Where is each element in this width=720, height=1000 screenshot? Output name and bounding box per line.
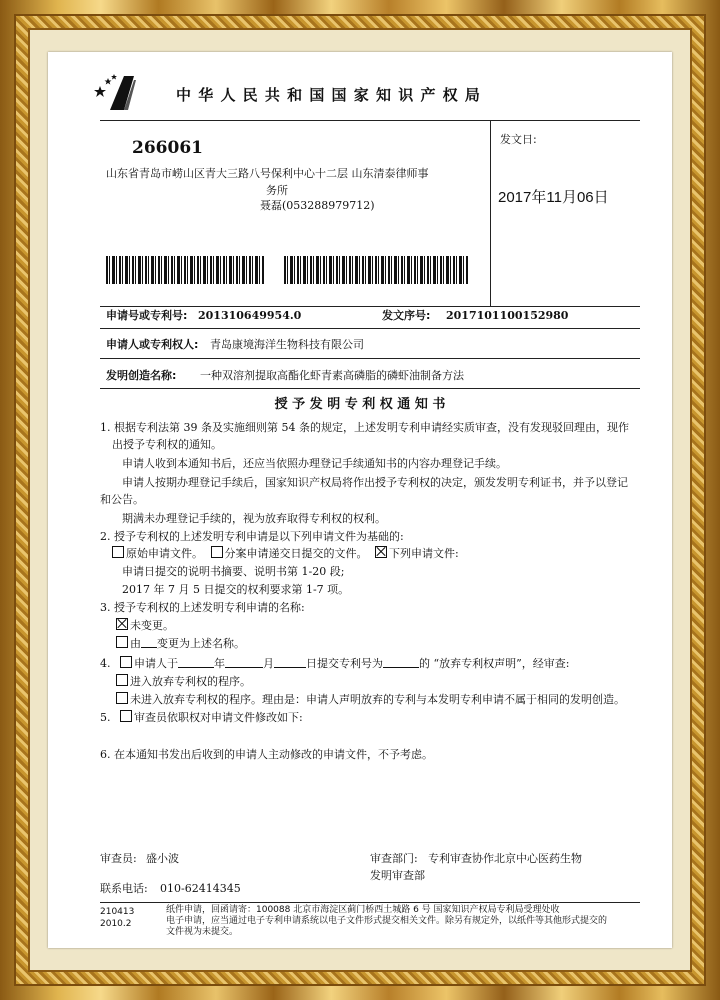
para-1-line-4: 申请人按期办理登记手续后，国家知识产权局将作出授予专利权的决定，颁发发明专利证书，并予以登记 [122, 476, 628, 489]
invention-label: 发明创造名称: [106, 369, 177, 382]
bottom-line-3: 文件视为未提交。 [166, 927, 239, 937]
bottom-line-2: 电子申请，应当通过电子专利申请系统以电子文件形式提交相关文件。除另有规定外，以纸件等其他形式提交的 [166, 916, 608, 926]
para-2-line-3: 申请日提交的说明书摘要、说明书第 1-20 段; [122, 565, 345, 578]
barcode-right [284, 256, 468, 284]
notice-document [48, 52, 672, 948]
listed-docs-checkbox[interactable] [375, 546, 387, 558]
dept-label: 审查部门: [370, 852, 418, 865]
no-waiver-checkbox[interactable] [116, 692, 128, 704]
dept-line-1: 专利审查协作北京中心医药生物 [428, 852, 582, 865]
office-name: 中 华 人 民 共 和 国 国 家 知 识 产 权 局 [176, 86, 481, 104]
para-1-line-3: 申请人收到本通知书后，还应当依照办理登记手续通知书的内容办理登记手续。 [122, 457, 507, 470]
original-docs-checkbox[interactable] [112, 546, 124, 558]
para-5: 5. 审查员依职权对申请文件修改如下: [100, 711, 303, 724]
para-1-line-1: 1. 根据专利法第 39 条及实施细则第 54 条的规定，上述发明专利申请经实质审查，没有发现驳回理由，现作 [100, 421, 629, 434]
waiver-checkbox[interactable] [120, 656, 132, 668]
para-6: 6. 在本通知书发出后收到的申请人主动修改的申请文件，不予考虑。 [100, 748, 433, 761]
form-date: 2010.2 [100, 919, 132, 929]
applicant-name: 青岛康境海洋生物科技有限公司 [210, 338, 364, 351]
para-3-option-2: 由 变更为上述名称。 [116, 636, 245, 652]
application-no: 201310649954.0 [198, 309, 302, 322]
dispatch-date: 2017年11月06日 [498, 189, 609, 206]
serial-no-label: 发文序号: [382, 309, 431, 322]
name-unchanged-checkbox[interactable] [116, 618, 128, 630]
para-2-line-4: 2017 年 7 月 5 日提交的权利要求第 1-7 项。 [122, 583, 350, 596]
para-4-line-1: 4. 申请人于 年 月 日提交专利号为 的 “放弃专利权声明”，经审查: [100, 657, 570, 670]
para-2-line-1: 2. 授予专利权的上述发明专利申请是以下列申请文件为基础的: [100, 530, 404, 543]
examiner-name: 盛小波 [146, 852, 179, 865]
para-3-line-1: 3. 授予专利权的上述发明专利申请的名称: [100, 601, 305, 614]
address-line-1: 山东省青岛市崂山区青大三路八号保利中心十二层 山东清泰律师事 [106, 167, 429, 180]
serial-no: 2017101100152980 [446, 309, 569, 322]
dept-line-2: 发明审查部 [370, 869, 425, 882]
dispatch-date-label: 发文日: [500, 133, 537, 146]
cnipa-logo-icon [94, 72, 138, 112]
name-changed-checkbox[interactable] [116, 636, 128, 648]
para-2-options: 原始申请文件。 分案申请递交日提交的文件。 下列申请文件: [112, 546, 459, 562]
para-1-line-5: 和公告。 [100, 493, 144, 506]
notice-title: 授 予 发 明 专 利 权 通 知 书 [274, 397, 446, 412]
barcode-left [106, 256, 264, 284]
para-4-option-2: 未进入放弃专利权的程序。理由是：申请人声明放弃的专利与本发明专利申请不属于相同的发明创造。 [116, 692, 625, 708]
divisional-docs-checkbox[interactable] [211, 546, 223, 558]
para-4-option-1: 进入放弃专利权的程序。 [116, 674, 251, 690]
para-1-line-6: 期满未办理登记手续的，视为放弃取得专利权的权利。 [122, 512, 386, 525]
addressee-contact: 聂磊(053288979712) [260, 199, 375, 212]
enter-waiver-checkbox[interactable] [116, 674, 128, 686]
para-3-option-1: 未变更。 [116, 618, 174, 634]
phone-label: 联系电话: [100, 882, 148, 895]
phone-number: 010-62414345 [160, 882, 241, 895]
bottom-line-1: 纸件申请，回函请寄：100088 北京市海淀区蓟门桥西土城路 6 号 国家知识产权局专利局受理处收 [166, 905, 560, 915]
postcode: 266061 [132, 138, 203, 158]
para-1-line-2: 出授予专利权的通知。 [112, 438, 222, 451]
examiner-label: 审查员: [100, 852, 137, 865]
application-no-label: 申请号或专利号: [106, 309, 188, 322]
examiner-amend-checkbox[interactable] [120, 710, 132, 722]
applicant-label: 申请人或专利权人: [106, 338, 199, 351]
invention-name: 一种双溶剂提取高酯化虾青素高磷脂的磷虾油制备方法 [200, 369, 464, 382]
address-line-2: 务所 [266, 184, 288, 197]
form-code: 210413 [100, 907, 135, 917]
